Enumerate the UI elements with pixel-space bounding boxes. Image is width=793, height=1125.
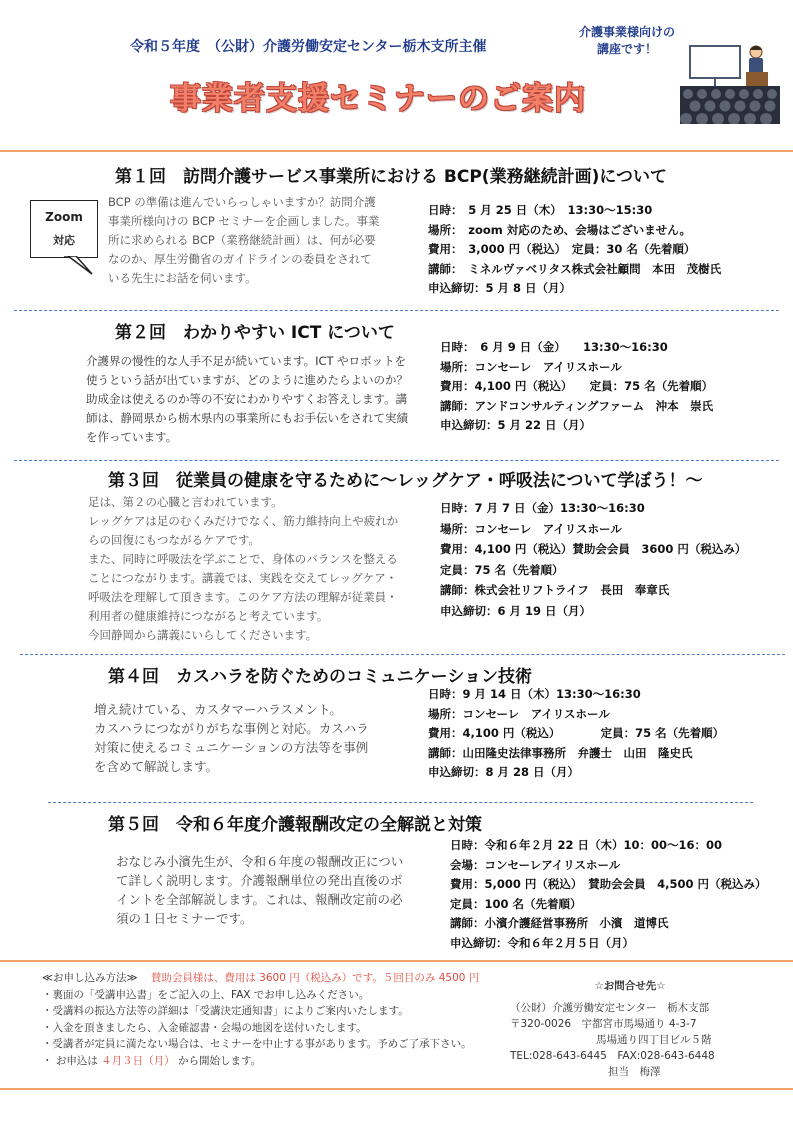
application-start	[42, 1053, 479, 1070]
info-line: 定員：100 名（先着順）	[450, 896, 582, 911]
info-line: 申込締切：5 月 8 日（月）	[428, 281, 572, 295]
info-line: 費用：4,100 円（税込）賛助会会員 3600 円（税込み）	[440, 542, 747, 556]
member-fee-note: 賛助会員様は、費用は 3600 円（税込み）です。５回目のみ 4500 円	[150, 972, 480, 984]
seminar-illustration	[680, 40, 780, 124]
session-1-description	[108, 193, 408, 288]
footer-top-divider	[0, 960, 793, 962]
header-note-line1: 介護事業様向けの	[578, 25, 675, 39]
zoom-badge-line1: Zoom	[45, 210, 83, 224]
info-line: 場所：コンセーレ アイリスホール	[440, 521, 622, 536]
application-heading-row	[42, 970, 479, 987]
contact-address-line2: 馬場通り四丁目ビル５階	[596, 1034, 712, 1046]
zoom-badge-line2: 対応	[53, 234, 75, 247]
info-line: 講師：株式会社リフトライフ 長田 奉章氏	[440, 583, 670, 597]
description-line: イントを全部解説します。これは、報酬改定前の必	[116, 892, 403, 907]
description-line: おなじみ小濱先生が、令和６年度の報酬改正につい	[116, 854, 404, 869]
info-line: 申込締切：5 月 22 日（月）	[440, 418, 592, 432]
description-line: 使うという話が出ていますが、どのように進めたらよいのか？	[86, 373, 408, 387]
description-line: レッグケアは足のむくみだけでなく、筋力維持向上や疲れか	[88, 514, 399, 528]
contact-title: ☆お問合せ先☆	[594, 980, 666, 992]
application-step	[42, 987, 479, 1004]
info-line: 費用：4,100 円（税込） 定員：75 名（先着順）	[440, 379, 714, 393]
info-line: 講師： ミネルヴァベリタス株式会社顧問 本田 茂樹氏	[428, 261, 722, 276]
application-step-text: 入金を頂きましたら、入金確認書・会場の地図を送付いたします。	[52, 1021, 367, 1034]
session-4-title: 第４回 カスハラを防ぐためのコミュニケーション技術	[108, 667, 532, 687]
application-step	[42, 1003, 479, 1020]
session-2-title: 第２回 わかりやすい ICT について	[115, 323, 395, 343]
contact-address-line1: 〒320-0026 宇都宮市馬場通り 4-3-7	[510, 1018, 697, 1030]
application-step-text: 受講料の振込方法等の詳細は「受講決定通知書」によりご案内いたします。	[52, 1005, 409, 1017]
section-divider	[48, 802, 753, 803]
info-line: 講師：アンドコンサルティングファーム 沖本 崇氏	[440, 398, 714, 413]
section-divider	[14, 310, 779, 311]
description-line: 対策に使えるコミュニケーションの方法等を事例	[94, 740, 369, 755]
info-line: 講師：小濱介護経営事務所 小濱 道博氏	[450, 916, 669, 930]
info-line: 申込締切：6 月 19 日（月）	[440, 603, 592, 618]
application-step-text: 受講者が定員に満たない場合は、セミナーを中止する事があります。予めご了承下さい。	[52, 1038, 472, 1050]
description-line: カスハラにつながりがちな事例と対応。カスハラ	[94, 721, 369, 736]
description-line: 所に求められる BCP（業務継続計画）は、何が必要	[108, 233, 376, 247]
info-line: 日時： 6 月 9 日（金） 13:30～16:30	[440, 340, 668, 354]
info-line: 申込締切：8 月 28 日（月）	[428, 765, 580, 779]
info-line: 日時：7 月 7 日（金）13:30～16:30	[440, 501, 645, 515]
header-divider	[0, 150, 793, 152]
info-line: 場所：コンセーレ アイリスホール	[440, 359, 622, 374]
application-heading: ≪お申し込み方法≫	[42, 972, 138, 984]
session-5-description	[116, 852, 436, 928]
info-line: 費用：5,000 円（税込） 賛助会会員 4,500 円（税込み）	[450, 877, 767, 891]
description-line: を含めて解説します。	[94, 759, 219, 774]
description-line: 事業所様向けの BCP セミナーを企画しました。事業	[108, 214, 380, 228]
description-line: 須の１日セミナーです。	[116, 911, 253, 926]
info-line: 日時：令和６年２月 22 日（木）10：00～16：00	[450, 838, 723, 852]
page-title: 事業者支援セミナーのご案内	[170, 81, 586, 117]
description-line: らの回復にもつながるケアです。	[88, 533, 260, 547]
header-note-line2: 講座です！	[596, 42, 657, 56]
application-step	[42, 1036, 479, 1053]
info-line: 場所： zoom 対応のため、会場はございません。	[428, 222, 691, 237]
session-5-info	[450, 836, 767, 953]
header-audience-note	[572, 24, 682, 58]
application-step	[42, 1020, 479, 1037]
info-line: 会場：コンセーレアイリスホール	[450, 857, 621, 872]
description-line: BCP の準備は進んでいらっしゃいますか？訪問介護	[108, 195, 376, 209]
session-1-title: 第１回 訪問介護サービス事業所における BCP(業務継続計画)について	[115, 167, 668, 187]
description-line: いる先生にお話を伺います。	[108, 271, 257, 285]
application-start-date: ４月３日（月）	[101, 1054, 175, 1067]
description-line: 足は、第２の心臓と言われています。	[88, 495, 283, 509]
info-line: 場所：コンセーレ アイリスホール	[428, 706, 610, 721]
description-line: ことにつながります。講義では、実践を交えてレッグケア・	[88, 571, 398, 585]
description-line: 今回静岡から講義にいらしてくださいます。	[88, 628, 318, 642]
info-line: 申込締切：令和６年２月５日（月）	[450, 935, 634, 950]
session-4-description	[94, 700, 414, 776]
session-3-title: 第３回 従業員の健康を守るために～レッグケア・呼吸法について学ぼう！～	[108, 471, 703, 491]
application-start-suffix: から開始します。	[178, 1054, 262, 1067]
description-line: 利用者の健康維持につながると考えています。	[88, 609, 329, 623]
description-line: 助成金は使えるのか等の不安にわかりやすくお答えします。講	[86, 392, 408, 406]
info-line: 費用：4,100 円（税込） 定員：75 名（先着順）	[428, 726, 725, 740]
info-line: 日時：9 月 14 日（木）13:30～16:30	[428, 687, 641, 701]
info-line: 日時： 5 月 25 日（木） 13:30～15:30	[428, 203, 653, 217]
description-line: 介護界の慢性的な人手不足が続いています。ICT やロボットを	[86, 354, 407, 368]
footer-bottom-divider	[0, 1088, 793, 1090]
contact-phone-fax: TEL:028-643-6445 FAX:028-643-6448	[510, 1050, 715, 1062]
description-line: 師は、静岡県から栃木県内の事業所にもお手伝いをされて実績	[86, 411, 408, 425]
session-2-description	[86, 352, 426, 447]
application-start-prefix: お申込は	[55, 1054, 98, 1067]
description-line: 呼吸法を理解して頂きます。このケア方法の理解が従業員・	[88, 590, 398, 604]
application-step-text: 裏面の「受講申込書」をご記入の上、FAX でお申し込みください。	[52, 988, 370, 1001]
session-2-info	[440, 338, 713, 436]
session-3-info	[440, 498, 746, 621]
session-3-description	[88, 493, 428, 645]
description-line: て詳しく説明します。介護報酬単位の発出直後のポ	[116, 873, 403, 888]
description-line: なのか、厚生労働省のガイドラインの委員をされて	[108, 252, 372, 266]
section-divider	[14, 460, 779, 461]
contact-info	[510, 978, 750, 1080]
description-line: 増え続けている、カスタマーハラスメント。	[94, 702, 342, 717]
contact-org: （公財）介護労働安定センター 栃木支部	[510, 1002, 710, 1014]
speech-bubble-tail-icon	[64, 256, 94, 276]
zoom-badge	[30, 200, 98, 258]
description-line: を作っています。	[86, 430, 178, 444]
info-line: 講師：山田隆史法律事務所 弁護士 山田 隆史氏	[428, 745, 693, 760]
section-divider	[20, 654, 785, 655]
info-line: 費用： 3,000 円（税込） 定員：30 名（先着順）	[428, 242, 696, 256]
info-line: 定員：75 名（先着順）	[440, 562, 564, 577]
session-5-title: 第５回 令和６年度介護報酬改定の全解説と対策	[108, 815, 482, 835]
description-line: また、同時に呼吸法を学ぶことで、身体のバランスを整える	[88, 552, 398, 566]
application-instructions	[42, 970, 479, 1069]
session-4-info	[428, 685, 724, 783]
header-organizer: 令和５年度 （公財）介護労働安定センター栃木支所主催	[130, 39, 487, 55]
contact-person: 担当 梅澤	[608, 1066, 661, 1078]
session-1-info	[428, 201, 721, 299]
